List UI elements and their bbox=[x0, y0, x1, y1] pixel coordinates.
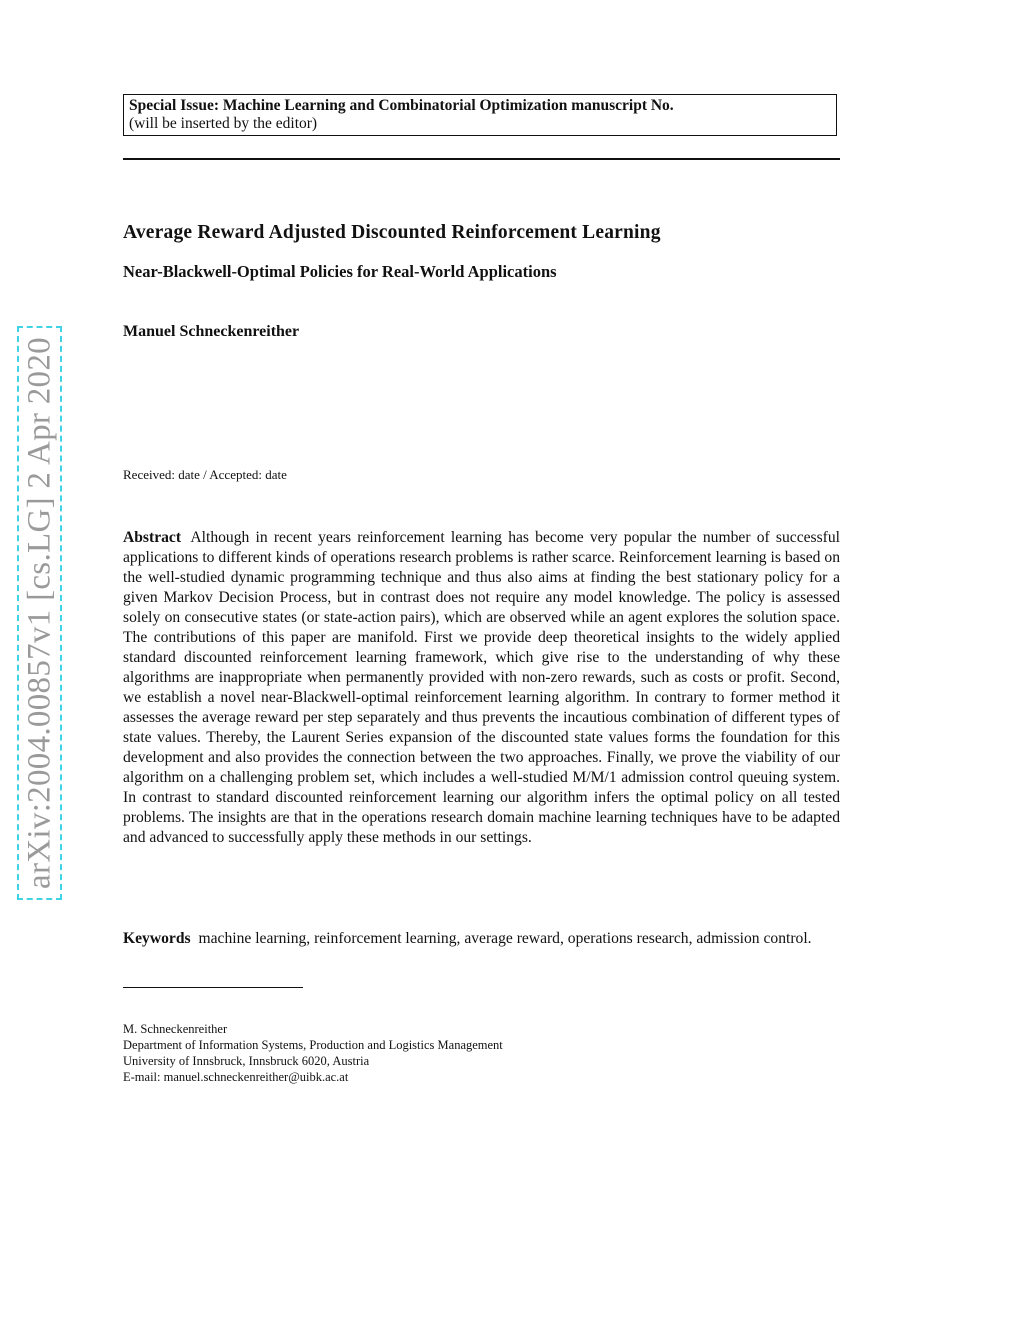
footnote-rule bbox=[123, 987, 303, 988]
abstract bbox=[123, 528, 840, 848]
journal-editor-note: (will be inserted by the editor) bbox=[129, 115, 318, 132]
keywords-text: machine learning, reinforcement learning, average reward, operations research, admission control. bbox=[198, 930, 812, 947]
header-rule bbox=[123, 158, 840, 160]
paper-title: Average Reward Adjusted Discounted Reinforcement Learning bbox=[123, 222, 661, 243]
affiliation-email: E-mail: manuel.schneckenreither@uibk.ac.at bbox=[123, 1070, 349, 1084]
journal-special-issue: Special Issue: Machine Learning and Combinatorial Optimization manuscript No. bbox=[129, 97, 674, 114]
affiliation-department: Department of Information Systems, Production and Logistics Management bbox=[123, 1038, 503, 1052]
paper-subtitle: Near-Blackwell-Optimal Policies for Real-World Applications bbox=[123, 262, 557, 281]
author-affiliation bbox=[123, 1021, 503, 1085]
arxiv-stamp-text: arXiv:2004.00857v1 [cs.LG] 2 Apr 2020 bbox=[21, 337, 58, 889]
abstract-label: Abstract bbox=[123, 529, 182, 546]
keywords bbox=[123, 929, 813, 949]
received-accepted-date: Received: date / Accepted: date bbox=[123, 467, 287, 482]
journal-header-box bbox=[123, 94, 837, 136]
affiliation-university: University of Innsbruck, Innsbruck 6020, Austria bbox=[123, 1054, 370, 1068]
abstract-text: Although in recent years reinforcement learning has become very popular the number of successful applications to different kinds of operations research problems is rather scarce. Reinforcement learning is based on the well-studied dynamic programming technique and thus also aims at finding the best stationary policy for a given Markov Decision Process, but in contrast does not require any model knowledge. The policy is assessed solely on consecutive states (or state-action pairs), which are observed while an agent explores the solution space. The contributions of this paper are manifold. First we provide deep theoretical insights to the widely applied standard discounted reinforcement learning framework, which give rise to the understanding of why these algorithms are inappropriate when permanently provided with non-zero rewards, such as costs or profit. Second, we establish a novel near-Blackwell-optimal reinforcement learning algorithm. In contrary to former method it assesses the average reward per step separately and thus prevents the incautious combination of different types of state values. Thereby, the Laurent Series expansion of the discounted state values forms the foundation for this development and also provides the connection between the two approaches. Finally, we prove the viability of our algorithm on a challenging problem set, which includes a well-studied M/M/1 admission control queuing system. In contrast to standard discounted reinforcement learning our algorithm infers the optimal policy on all tested problems. The insights are that in the operations research domain machine learning techniques have to be adapted and advanced to successfully apply these methods in our settings. bbox=[123, 529, 841, 846]
author-name: Manuel Schneckenreither bbox=[123, 323, 300, 340]
affiliation-name: M. Schneckenreither bbox=[123, 1022, 228, 1036]
keywords-label: Keywords bbox=[123, 930, 191, 947]
